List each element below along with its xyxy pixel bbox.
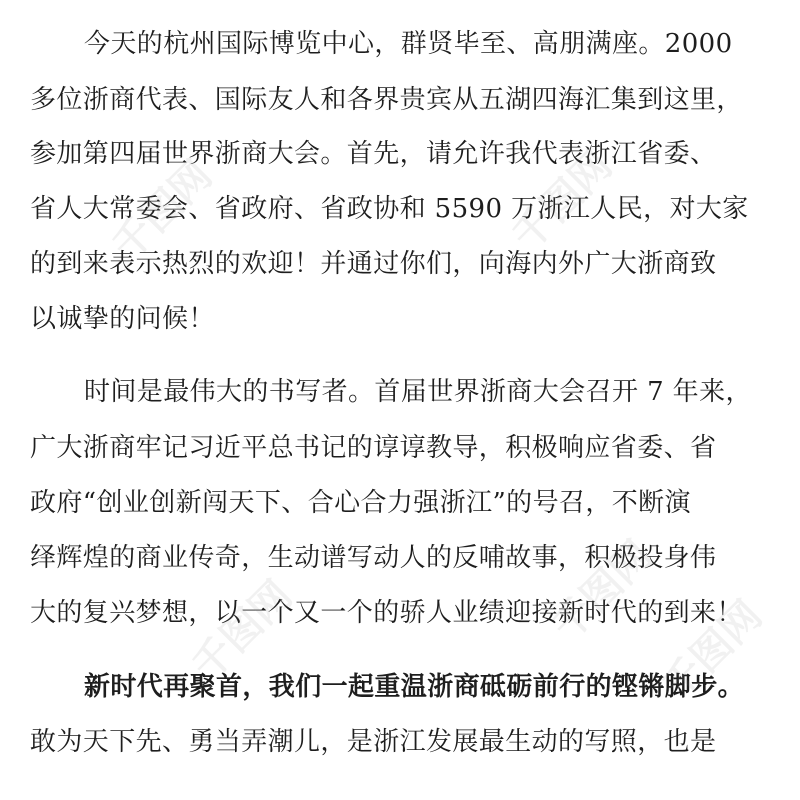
paragraph-1-line-6: 以诚挚的问候！ [30,304,215,334]
watermark: 千图网 [503,142,622,260]
paragraph-1-line-3: 参加第四届世界浙商大会。首先，请允许我代表浙江省委、 [30,139,717,169]
paragraph-1-line-1: 今天的杭州国际博览中心，群贤毕至、高朋满座。2000 [84,29,733,59]
watermark: 千图网 [543,532,662,650]
paragraph-2-line-1: 时间是最伟大的书写者。首届世界浙商大会召开 7 年来， [84,377,752,407]
watermark: 千图网 [103,152,222,270]
paragraph-1-line-4: 省人大常委会、省政府、省政协和 5590 万浙江人民，对大家 [30,194,749,224]
watermark: 千图网 [653,592,772,710]
paragraph-1-line-5: 的到来表示热烈的欢迎！并通过你们，向海内外广大浙商致 [30,249,717,279]
paragraph-3-line-1: 敢为天下先、勇当弄潮儿，是浙江发展最生动的写照，也是 [30,727,717,757]
paragraph-2-line-5: 大的复兴梦想，以一个又一个的骄人业绩迎接新时代的到来！ [30,598,743,628]
paragraph-1-line-2: 多位浙商代表、国际友人和各界贵宾从五湖四海汇集到这里， [30,85,743,115]
paragraph-2-line-4: 绎辉煌的商业传奇，生动谱写动人的反哺故事，积极投身伟 [30,543,717,573]
watermark: 千图网 [183,572,302,690]
paragraph-2-line-2: 广大浙商牢记习近平总书记的谆谆教导，积极响应省委、省 [30,433,717,463]
paragraph-3-heading: 新时代再聚首，我们一起重温浙商砥砺前行的铿锵脚步。 [84,672,745,702]
paragraph-2-line-3: 政府“创业创新闯天下、合心合力强浙江”的号召，不断演 [30,488,691,518]
